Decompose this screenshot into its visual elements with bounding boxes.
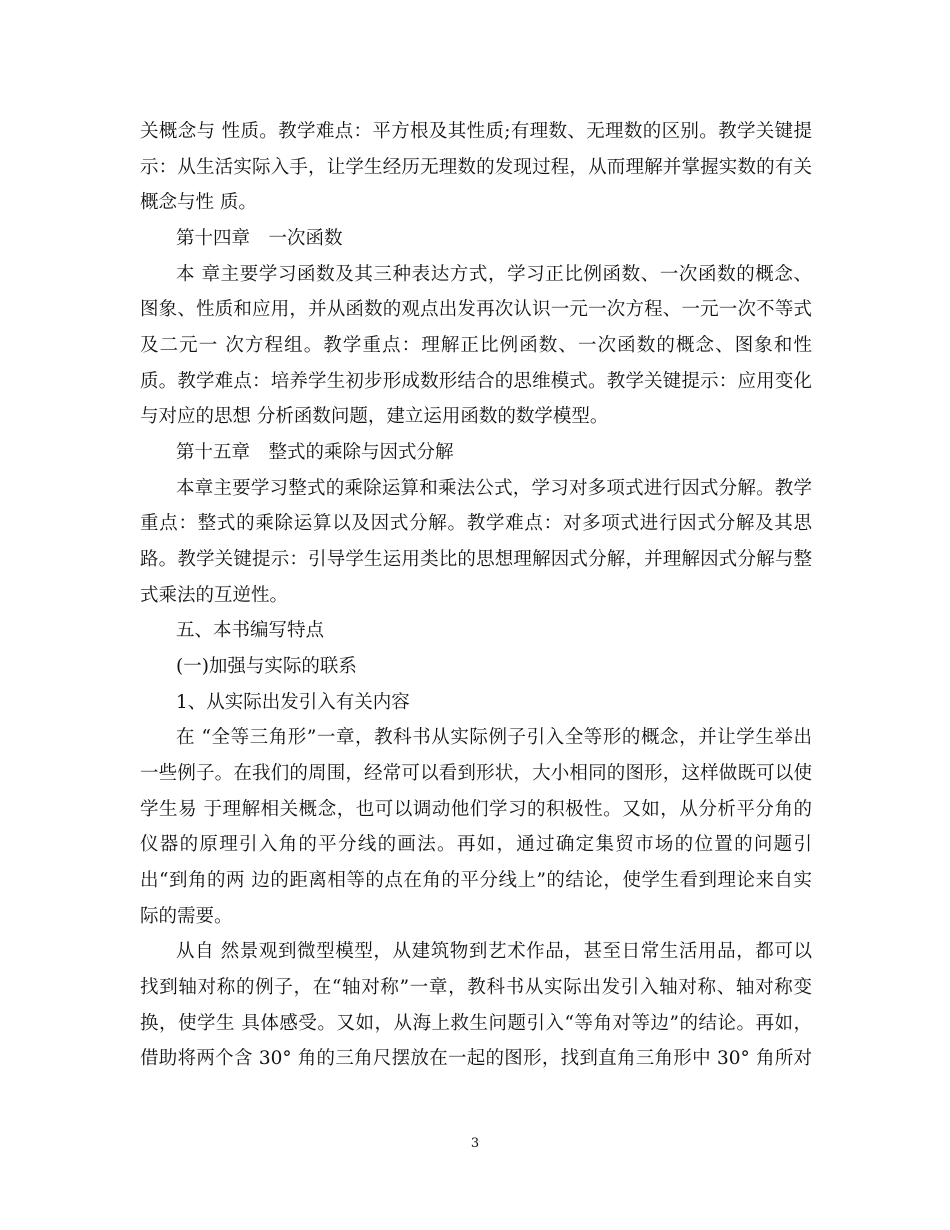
text-line: 出“到角的两 边的距离相等的点在角的平分线上”的结论，使学生看到理论来自实: [140, 870, 812, 891]
text-line: 质。教学难点：培养学生初步形成数形结合的思维模式。教学关键提示：应用变化: [140, 371, 812, 392]
text-line: 及二元一 次方程组。教学重点：理解正比例函数、一次函数的概念、图象和性: [140, 335, 812, 356]
section-heading: 五、本书编写特点: [176, 620, 325, 641]
chapter-heading-15: 第十五章 整式的乘除与因式分解: [176, 442, 454, 463]
text-line: 在 “全等三角形”一章，教科书从实际例子引入全等形的概念，并让学生举出: [176, 727, 812, 748]
text-line: 图象、性质和应用，并从函数的观点出发再次认识一元一次方程、一元一次不等式: [140, 299, 812, 320]
text-line: 概念与性 质。: [140, 192, 257, 213]
text-line: 路。教学关键提示：引导学生运用类比的思想理解因式分解，并理解因式分解与整: [140, 549, 812, 570]
text-line: 与对应的思想 分析函数问题，建立运用函数的数学模型。: [140, 406, 609, 427]
text-line: 借助将两个含 30° 角的三角尺摆放在一起的图形，找到直角三角形中 30° 角所对: [140, 1048, 812, 1069]
text-line: 本章主要学习整式的乘除运算和乘法公式，学习对多项式进行因式分解。教学: [176, 478, 812, 499]
text-line: 学生易 于理解相关概念，也可以调动他们学习的积极性。又如，从分析平分角的: [140, 799, 812, 820]
chapter-heading-14: 第十四章 一次函数: [176, 228, 343, 249]
text-line: 示：从生活实际入手，让学生经历无理数的发现过程，从而理解并掌握实数的有关: [140, 157, 812, 178]
text-line: 际的需要。: [140, 906, 233, 927]
text-line: 关概念与 性质。教学难点：平方根及其性质;有理数、无理数的区别。教学关键提: [140, 121, 812, 142]
text-line: 本 章主要学习函数及其三种表达方式，学习正比例函数、一次函数的概念、: [176, 264, 812, 285]
text-line: 式乘法的互逆性。: [140, 585, 289, 606]
text-line: 一些例子。在我们的周围，经常可以看到形状，大小相同的图形，这样做既可以使: [140, 763, 812, 784]
item-heading: 1、从实际出发引入有关内容: [176, 692, 410, 713]
text-line: 仪器的原理引入角的平分线的画法。再如，通过确定集贸市场的位置的问题引: [140, 834, 812, 855]
text-line: 重点：整式的乘除运算以及因式分解。教学难点：对多项式进行因式分解及其思: [140, 513, 812, 534]
text-line: 找到轴对称的例子，在“轴对称”一章，教科书从实际出发引入轴对称、轴对称变: [140, 977, 812, 998]
subsection-heading: (一)加强与实际的联系: [176, 656, 357, 677]
page-number: 3: [470, 1136, 480, 1151]
text-line: 从自 然景观到微型模型，从建筑物到艺术作品，甚至日常生活用品，都可以: [176, 941, 812, 962]
text-line: 换，使学生 具体感受。又如，从海上救生问题引入“等角对等边”的结论。再如，: [140, 1013, 812, 1034]
